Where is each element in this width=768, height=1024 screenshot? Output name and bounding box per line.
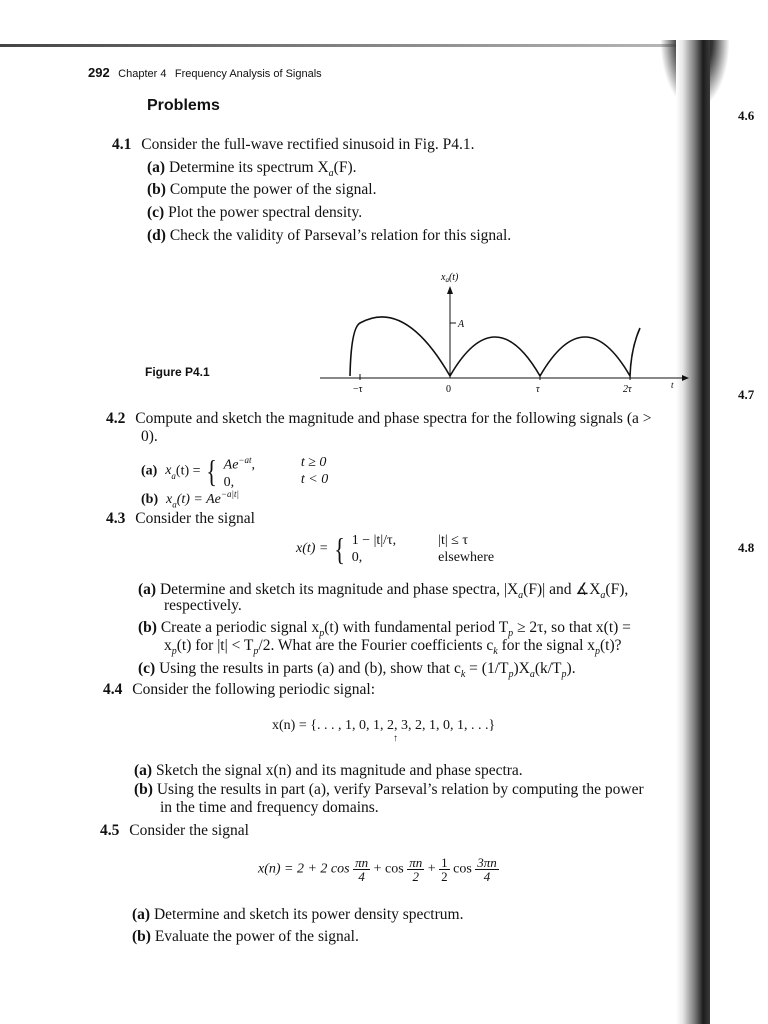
problem-number: 4.3 — [106, 510, 126, 527]
part-label: (b) — [147, 181, 166, 198]
problem-4-5 — [100, 822, 249, 840]
part-text: (F)| and ∡X — [523, 581, 601, 598]
x-axis-arrow — [682, 375, 689, 381]
part-text: Determine and sketch its power density spectrum. — [153, 906, 464, 923]
tick-label: −τ — [353, 384, 363, 395]
part-d — [147, 227, 511, 245]
part-text: Check the validity of Parseval’s relation for this signal. — [169, 227, 512, 244]
part-label: (c) — [138, 660, 156, 677]
amplitude-label: A — [458, 319, 465, 330]
brace: { — [334, 531, 346, 567]
part-label: (a) — [134, 762, 153, 779]
subscript: p — [319, 628, 325, 640]
part-a — [147, 159, 356, 179]
running-header — [88, 64, 322, 82]
part-text: Compute the power of the signal. — [169, 181, 377, 198]
math: 0, — [223, 474, 235, 490]
side-number: 4.8 — [738, 540, 755, 555]
part-label: (b) — [134, 781, 153, 798]
math: |t| ≤ τ — [438, 533, 468, 548]
y-axis-label: $x_a(t)$ — [441, 272, 459, 284]
top-rule — [0, 44, 700, 47]
subscript: k — [493, 646, 498, 658]
problem-number: 4.1 — [112, 136, 132, 153]
math: 1 − |t|/τ, — [351, 533, 397, 548]
part-text: /2. What are the Fourier coefficients c — [258, 637, 494, 654]
subscript: p — [508, 628, 514, 640]
part-label: (a) — [138, 581, 157, 598]
chapter-title: Frequency Analysis of Signals — [174, 68, 322, 80]
math: x(t) = — [296, 541, 329, 556]
part-text: Determine its spectrum X — [168, 159, 329, 176]
math: + cos — [373, 861, 404, 877]
tick-label: 0 — [446, 384, 451, 395]
part-text: Using the results in part (a), verify Parseval’s relation by computing the power — [156, 781, 644, 798]
subscript: a — [518, 590, 524, 602]
book-spine — [676, 40, 710, 1024]
side-number: 4.7 — [738, 387, 755, 402]
part-label: (c) — [147, 204, 165, 221]
problem-text: Consider the signal — [135, 510, 255, 527]
math: x(n) = 2 + 2 cos — [258, 861, 350, 877]
problem-4-3 — [106, 510, 255, 528]
equation-4-5 — [258, 856, 499, 883]
equation-4-4: x(n) = {. . . , 1, 0, 1, 2, 3, 2, 1, 0, 1, . . .} — [272, 718, 496, 733]
part-a — [132, 906, 463, 924]
math: x — [166, 492, 173, 508]
tick-label: 2τ — [623, 384, 632, 395]
math: (t) = Ae — [176, 492, 221, 508]
part-text: ). — [566, 660, 576, 677]
subscript: a — [600, 590, 606, 602]
math: 0, — [351, 550, 363, 565]
part-label: (a) — [147, 159, 166, 176]
cases — [352, 532, 396, 566]
math: (t) = — [175, 463, 201, 479]
subscript: a — [328, 168, 334, 180]
subscript: p — [508, 669, 514, 681]
problem-text: Compute and sketch the magnitude and phase spectra for the following signals (a > — [135, 410, 652, 427]
math: t ≥ 0 — [300, 455, 327, 471]
math: , — [251, 457, 255, 473]
fraction: $\frac{\pi n}{4}$ — [355, 855, 369, 884]
problem-4-1 — [112, 136, 474, 154]
part-text: (F), — [605, 581, 629, 598]
part-text: (t) for |t| < T — [176, 637, 254, 654]
part-a-continued: respectively. — [164, 597, 242, 614]
part-text: Using the results in parts (a) and (b), show that c — [159, 660, 461, 677]
part-text: Plot the power spectral density. — [168, 204, 363, 221]
subscript: a — [529, 669, 535, 681]
chapter-label: Chapter 4 — [118, 68, 167, 80]
subscript: p — [253, 646, 259, 658]
problem-number: 4.5 — [100, 822, 120, 839]
part-label: (a) — [141, 463, 158, 479]
math: elsewhere — [438, 550, 495, 565]
conditions — [438, 532, 494, 566]
subscript: p — [171, 646, 177, 658]
problem-text: Consider the full-wave rectified sinusoid in Fig. P4.1. — [141, 136, 475, 153]
part-a — [134, 762, 523, 780]
math: Ae — [223, 457, 239, 473]
part-b — [141, 489, 239, 509]
part-label: (b) — [138, 619, 157, 636]
part-text: (F). — [333, 159, 357, 176]
rectified-sinusoid-waveform — [350, 317, 640, 376]
exponent: −at — [238, 455, 252, 465]
part-text: for the signal x — [497, 637, 596, 654]
subscript: a — [171, 470, 176, 481]
part-text: (k/T — [534, 660, 562, 677]
part-label: (a) — [132, 906, 151, 923]
problem-text: Consider the following periodic signal: — [132, 681, 376, 698]
part-text: Create a periodic signal x — [160, 619, 320, 636]
section-title: Problems — [147, 97, 220, 114]
subscript: p — [595, 646, 601, 658]
fraction: $\frac{3\pi n}{4}$ — [477, 855, 497, 884]
part-text: (t) with fundamental period T — [324, 619, 509, 636]
figure-caption: Figure P4.1 — [145, 365, 210, 379]
math: t < 0 — [300, 472, 329, 488]
part-b — [147, 181, 376, 199]
part-text: (t)? — [600, 637, 622, 654]
math: cos — [453, 861, 472, 877]
part-label: (b) — [141, 492, 159, 508]
part-text: Evaluate the power of the signal. — [154, 928, 359, 945]
cases — [224, 452, 255, 491]
part-c — [147, 204, 362, 222]
part-label: (b) — [132, 928, 151, 945]
problem-number: 4.4 — [103, 681, 123, 698]
part-a — [141, 452, 328, 491]
part-text: Sketch the signal x(n) and its magnitude and phase spectra. — [155, 762, 523, 779]
subscript: a — [172, 499, 177, 510]
part-b-continued — [164, 637, 622, 657]
origin-arrow: ↑ — [393, 733, 398, 744]
y-axis-arrow — [447, 286, 453, 294]
part-text: ≥ 2τ, so that x(t) = — [513, 619, 631, 636]
problem-number: 4.2 — [106, 410, 126, 427]
problem-text: Consider the signal — [129, 822, 249, 839]
part-label: (d) — [147, 227, 166, 244]
part-b — [134, 781, 644, 799]
part-b — [132, 928, 359, 946]
part-text: x — [164, 637, 172, 654]
side-number: 4.6 — [738, 108, 755, 123]
x-axis-label: t — [671, 380, 674, 390]
equation-4-3 — [296, 532, 494, 566]
math: + — [427, 861, 436, 877]
subscript: k — [460, 669, 466, 681]
tick-label: τ — [536, 384, 540, 395]
exponent: −a|t| — [220, 489, 239, 499]
problem-4-2 — [106, 410, 651, 428]
part-text: )X — [513, 660, 530, 677]
figure-p4-1 — [300, 268, 690, 398]
part-text: = (1/T — [465, 660, 509, 677]
problem-4-4 — [103, 681, 375, 699]
part-c — [138, 660, 576, 680]
brace: { — [206, 453, 218, 490]
page-number: 292 — [88, 65, 110, 80]
subscript: p — [561, 669, 567, 681]
part-b-continued: in the time and frequency domains. — [160, 799, 379, 816]
part-text: Determine and sketch its magnitude and phase spectra, |X — [159, 581, 519, 598]
conditions — [301, 454, 328, 488]
fraction: $\frac{\pi n}{2}$ — [409, 855, 423, 884]
fraction: $\frac{1}{2}$ — [441, 855, 448, 884]
math: x — [165, 463, 172, 479]
problem-text-continued: 0). — [141, 428, 158, 445]
